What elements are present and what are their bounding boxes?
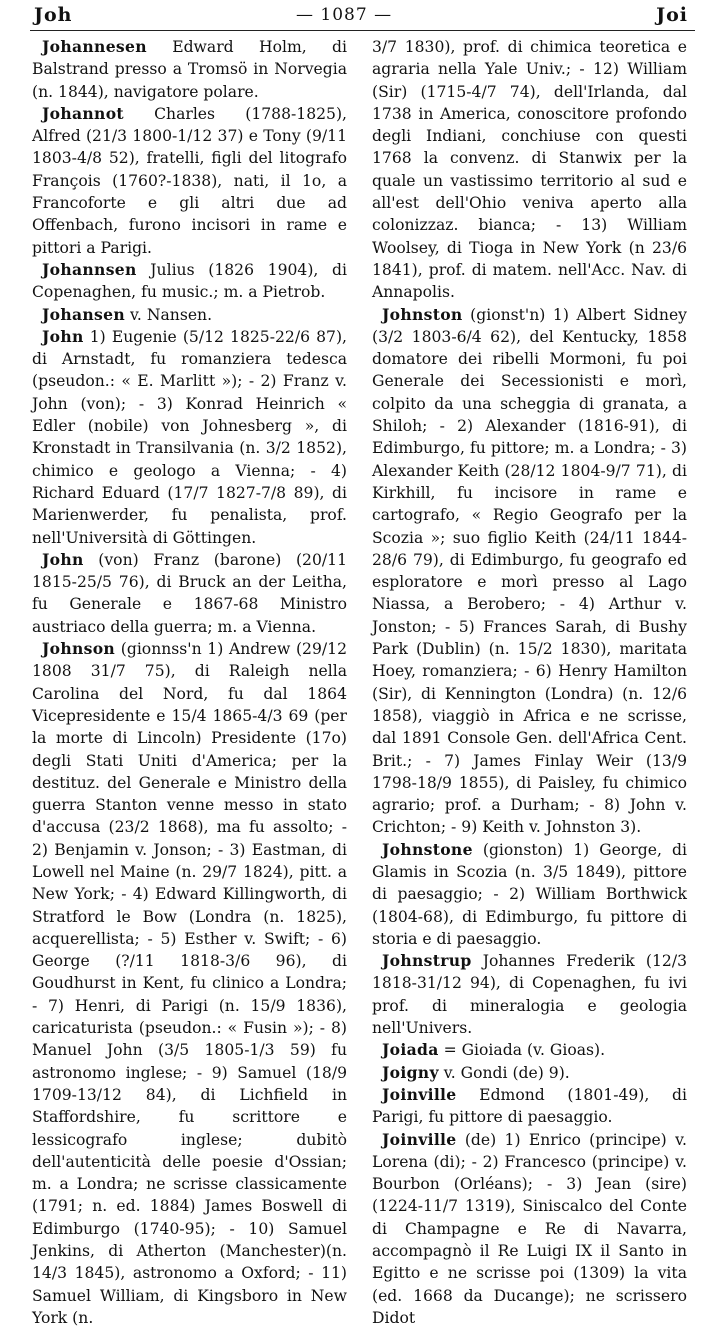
entry-john-von — [32, 549, 347, 638]
entry-headword: Joigny — [382, 1062, 439, 1082]
entry-headword: Johannot — [42, 103, 124, 123]
running-head-left: Joh — [34, 4, 73, 26]
entry-headword: Johansen — [42, 304, 125, 324]
left-column — [32, 36, 347, 1329]
entry-headword: Joiada — [382, 1040, 439, 1060]
running-head-right: Joi — [656, 4, 688, 26]
entry-headword: John — [42, 549, 84, 569]
entry-johnson-continued — [372, 36, 687, 304]
entry-headword: John — [42, 326, 84, 346]
entry-text: Charles (1788-1825), Alfred (21/3 1800-1/12 37) e Tony (9/11 1803-4/8 52), fratelli, figli del litografo François (1760?-1838), nati, il 1o, a Francoforte e gli altri due ad Offenbach, furono incisori in rame e pittori a Parigi. — [32, 104, 347, 257]
entry-joigny — [372, 1062, 687, 1084]
entry-joinville-de — [372, 1129, 687, 1329]
entry-johannsen — [32, 259, 347, 304]
entry-johnstone — [372, 839, 687, 950]
header-rule — [30, 30, 695, 31]
entry-text: (gionston) 1) George, di Glamis in Scozia (n. 3/5 1849), pittore di paesaggio; - 2) William Borthwick (1804-68), di Edimburgo, fu pittore di storia e di paesaggio. — [372, 840, 687, 948]
entry-text: (von) Franz (barone) (20/11 1815-25/5 76), di Bruck an der Leitha, fu Generale e 1867-68 Ministro austriaco della guerra; m. a Vienna. — [32, 550, 347, 636]
entry-text: 1) Eugenie (5/12 1825-22/6 87), di Arnstadt, fu romanziera tedesca (pseudon.: « E. Marlitt »); - 2) Franz v. John (von); - 3) Konrad Heinrich « Edler (nobile) von Johnesberg », di Kronstadt in Transilvania (n. 3/2 1852), chimico e geologo a Vienna; - 4) Richard Eduard (17/7 1827-7/8 89), di Marienwerder, fu penalista, prof. nell'Università di Göttingen. — [32, 327, 347, 547]
entry-johansen — [32, 304, 347, 326]
page-header — [0, 0, 718, 30]
entry-text: 3/7 1830), prof. di chimica teoretica e agraria nella Yale Univ.; - 12) William (Sir) (1715-4/7 74), dell'Irlanda, dal 1738 in America, conoscitore profondo degli Indiani, conchiuse con questi 1768 la convenz. di Stanwix per la quale un vastissimo territorio al sud e all'est dell'Ohio veniva aperto alla colonizzaz. bianca; - 13) William Woolsey, di Tioga in New York (n 23/6 1841), prof. di matem. nell'Acc. Nav. di Annapolis. — [372, 38, 687, 302]
entry-joiada — [372, 1039, 687, 1061]
right-column — [372, 36, 687, 1329]
entry-text: Julius (1826 1904), di Copenaghen, fu music.; m. a Pietrob. — [32, 260, 347, 302]
entry-johnstrup — [372, 950, 687, 1039]
entry-headword: Johnstone — [382, 839, 473, 859]
entry-headword: Joinville — [382, 1084, 457, 1104]
entry-johannesen — [32, 36, 347, 103]
entry-johannot — [32, 103, 347, 259]
entry-text: v. Gondi (de) 9). — [438, 1063, 570, 1082]
entry-text: Johannes Frederik (12/3 1818-31/12 94), di Copenaghen, fu ivi prof. di mineralogia e geologia nell'Univers. — [372, 952, 687, 1038]
entry-text: = Gioiada (v. Gioas). — [438, 1041, 606, 1060]
entry-headword: Joinville — [382, 1129, 457, 1149]
entry-text: (gionnss'n 1) Andrew (29/12 1808 31/7 75), di Raleigh nella Carolina del Nord, fu dal 1864 Vicepresidente e 15/4 1865-4/3 69 (per la morte di Lincoln) Presidente (17o) degli Stati Uniti d'America; per la destituz. del Generale e Ministro della guerra Stanton venne messo in stato d'accusa (23/2 1868), ma fu assolto; - 2) Benjamin v. Jonson; - 3) Eastman, di Lowell nel Maine (n. 29/7 1824), pitt. a New York; - 4) Edward Killingworth, di Stratford le Bow (Londra (n. 1825), acquerellista; - 5) Esther v. Swift; - 6) George (?/11 1818-3/6 96), di Goudhurst in Kent, fu clinico a Londra; - 7) Henri, di Parigi (n. 15/9 1836), caricaturista (pseudon.: « Fusin »); - 8) Manuel John (3/5 1805-1/3 59) fu astronomo inglese; - 9) Samuel (18/9 1709-13/12 84), di Lichfield in Staffordshire, fu scrittore e lessicografo inglese; dubitò dell'autenticità delle poesie d'Ossian; m. a Londra; ne scrisse classicamente (1791; n. ed. 1884) James Boswell di Edimburgo (1740-95); - 10) Samuel Jenkins, di Atherton (Manchester)(n. 14/3 1845), astronomo a Oxford; - 11) Samuel William, di Kingsboro in New York (n. — [32, 640, 347, 1327]
entry-text: (gionst'n) 1) Albert Sidney (3/2 1803-6/4 62), del Kentucky, 1858 domatore dei ribelli Mormoni, fu poi Generale dei Secessionisti e morì, colpito da una scheggia di granata, a Shiloh; - 2) Alexander (1816-91), di Edimburgo, fu pittore; m. a Londra; - 3) Alexander Keith (28/12 1804-9/7 71), di Kirkhill, fu incisore in rame e cartografo, « Regio Geografo per la Scozia »; suo figlio Keith (24/11 1844-28/6 79), di Edimburgo, fu geografo ed esploratore e morì presso al Lago Niassa, a Berobero; - 4) Arthur v. Jonston; - 5) Frances Sarah, di Bushy Park (Dublin) (n. 15/2 1830), maritata Hoey, romanziera; - 6) Henry Hamilton (Sir), di Kennington (Londra) (n. 12/6 1858), viaggiò in Africa e ne scrisse, dal 1891 Console Gen. dell'Africa Cent. Brit.; - 7) James Finlay Weir (13/9 1798-18/9 1855), di Paisley, fu chimico agrario; prof. a Durham; - 8) John v. Crichton; - 9) Keith v. Johnston 3). — [372, 305, 687, 837]
entry-headword: Johnstrup — [382, 951, 472, 971]
entry-text: Edward Holm, di Balstrand presso a Tromsö in Norvegia (n. 1844), navigatore polare. — [32, 38, 347, 101]
entry-johnson — [32, 638, 347, 1329]
entry-headword: Johnston — [382, 304, 463, 324]
page-number: — 1087 — — [296, 5, 393, 25]
entry-john — [32, 326, 347, 549]
entry-text: v. Nansen. — [125, 305, 213, 324]
entry-headword: Johnson — [42, 639, 116, 659]
entry-joinville — [372, 1084, 687, 1129]
entry-headword: Johannesen — [42, 37, 147, 56]
entry-text: Edmond (1801-49), di Parigi, fu pittore di paesaggio. — [372, 1085, 687, 1127]
entry-text: (de) 1) Enrico (principe) v. Lorena (di); - 2) Francesco (principe) v. Bourbon (Orléans); - 3) Jean (sire) (1224-11/7 1319), Siniscalco del Conte di Champagne e Re di Navarra, accompagnò il Re Luigi IX il Santo in Egitto e ne scrisse poi (1309) la vita (ed. 1668 da Ducange); ne scrissero Didot — [372, 1130, 687, 1327]
entry-johnston — [372, 304, 687, 839]
entry-headword: Johannsen — [42, 259, 137, 279]
